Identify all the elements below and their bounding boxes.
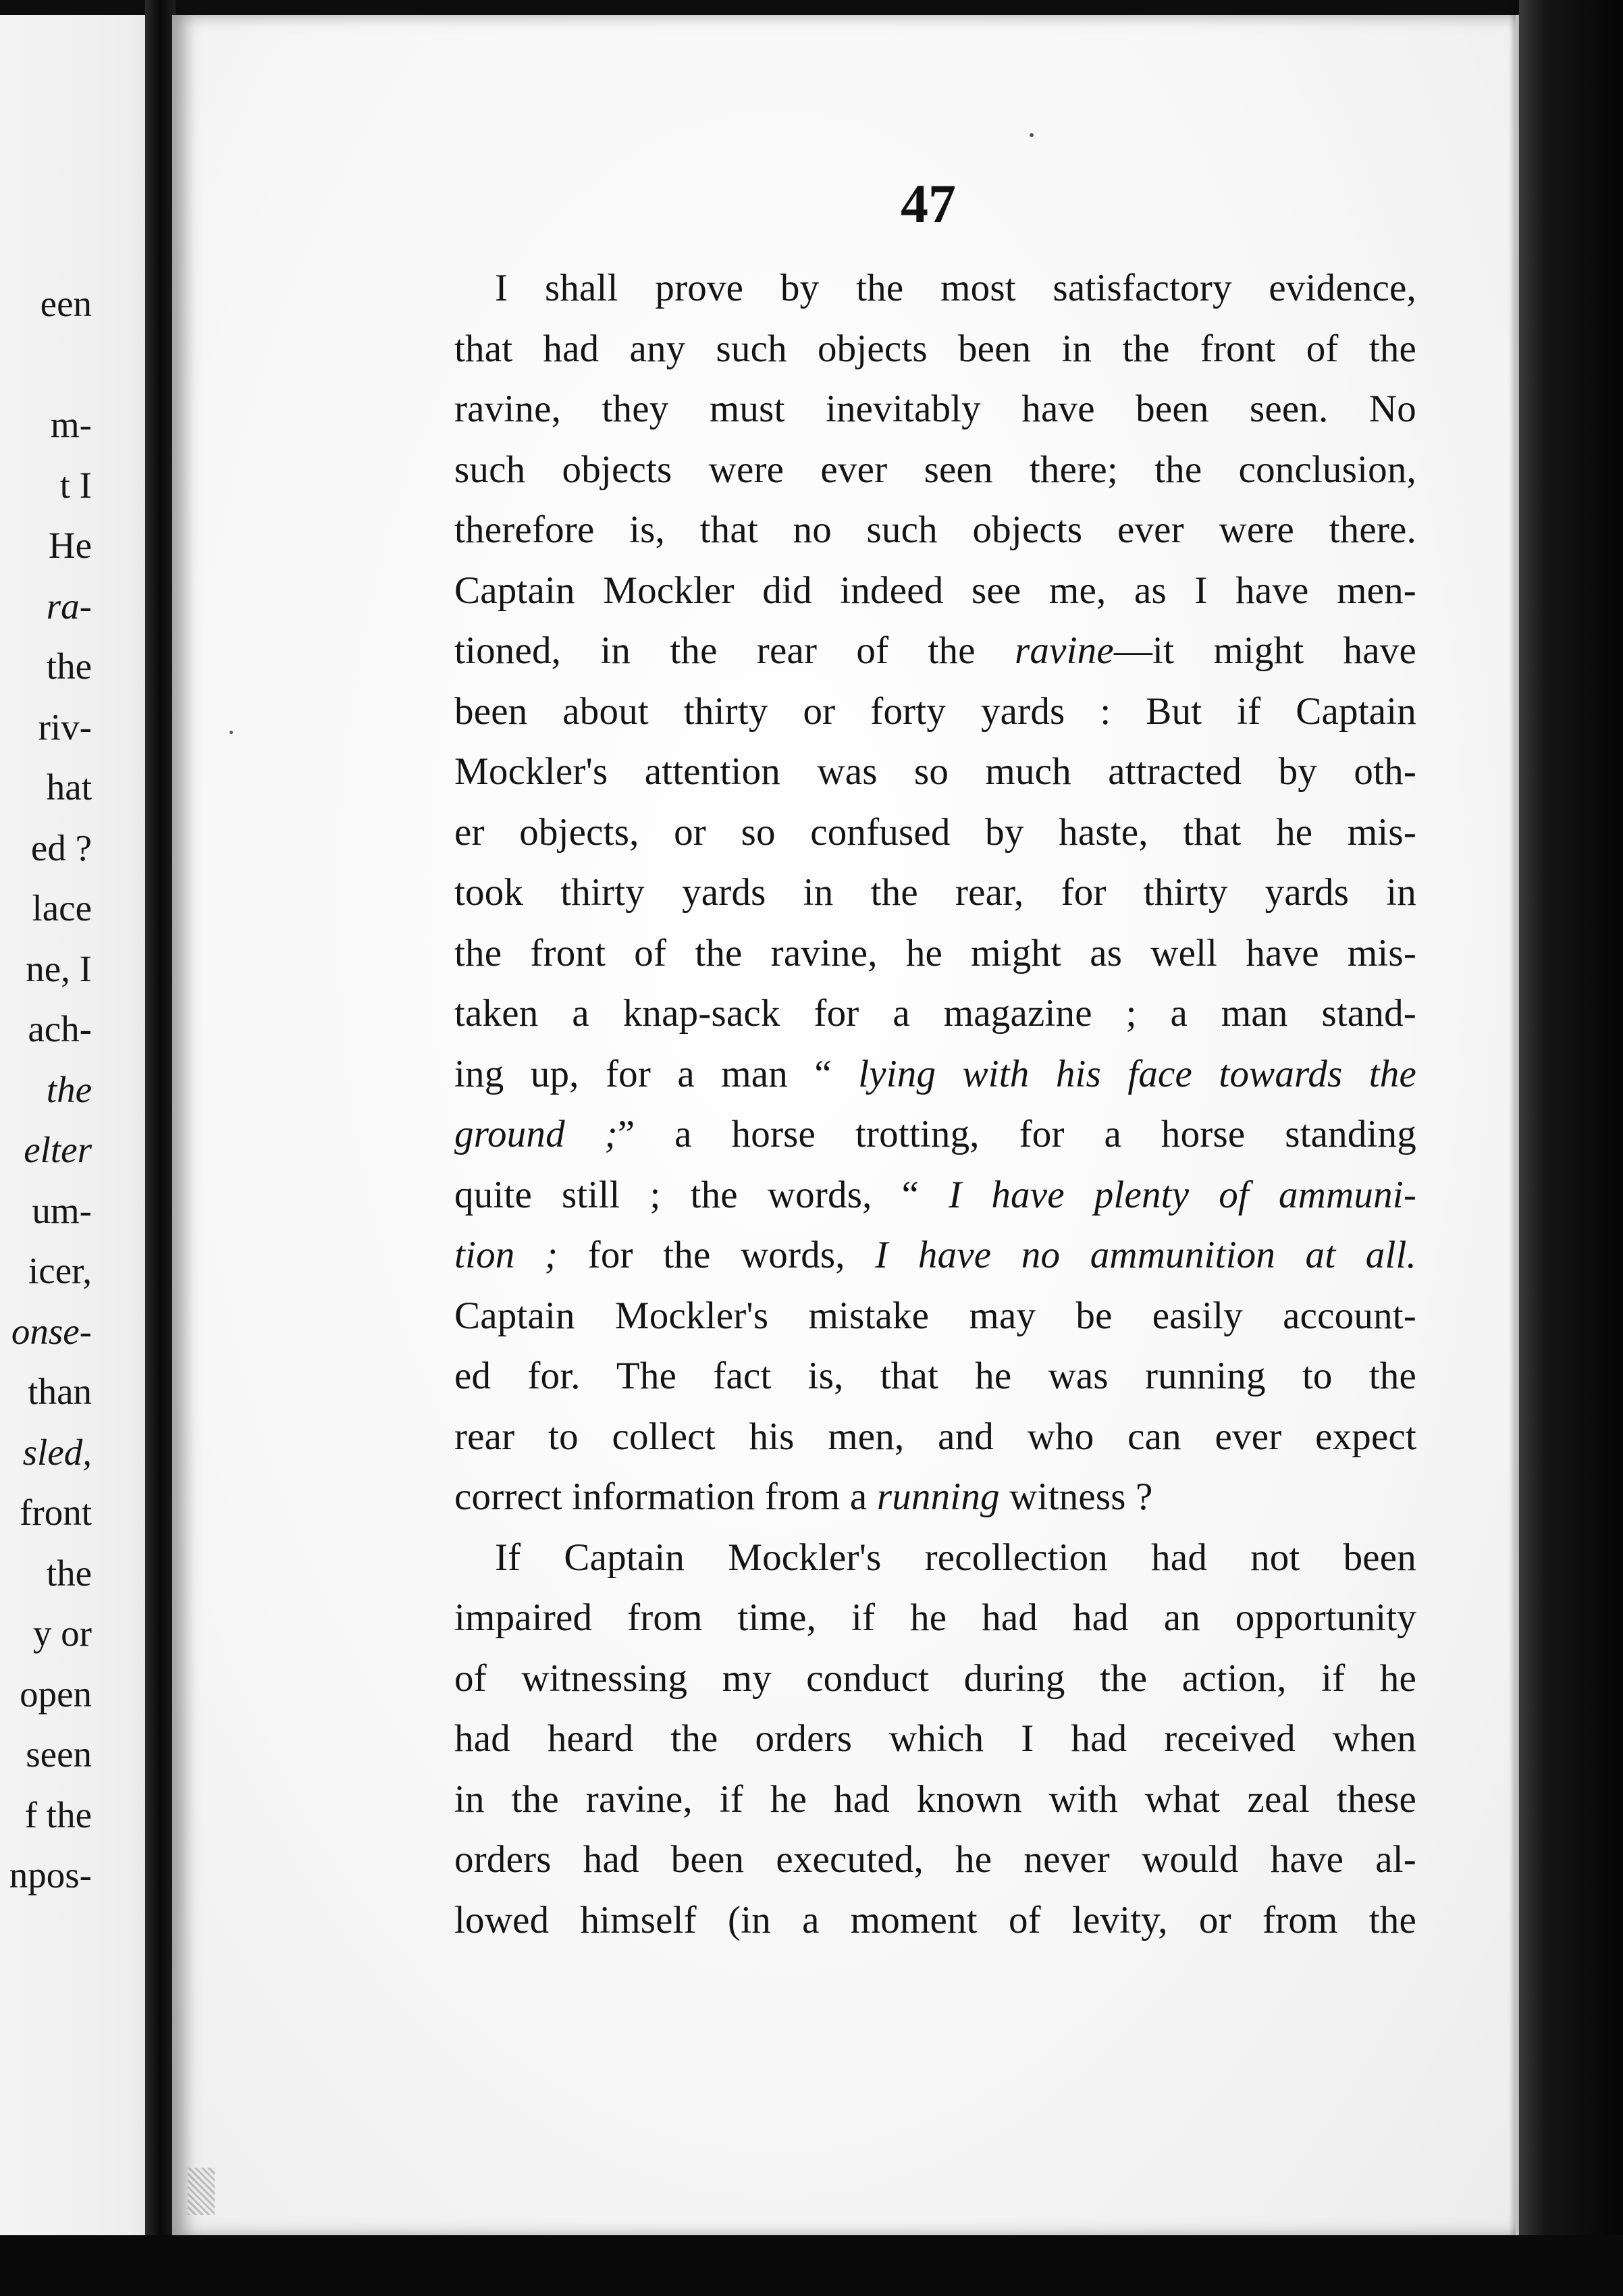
left-page-fragment: open: [20, 1673, 92, 1715]
right-page: [172, 15, 1516, 2237]
text-line: [454, 1715, 1416, 1763]
text-span: Mockler's attention was so much attracted by oth-: [454, 750, 1416, 793]
text-line: [454, 1897, 1416, 1944]
page-corner-damage: [188, 2168, 215, 2215]
text-span: in the ravine, if he had known with what zeal these: [454, 1777, 1416, 1821]
text-line: [454, 1413, 1416, 1461]
left-page-fragment: He: [48, 525, 92, 566]
text-span: If Captain Mockler's recollection had not been: [495, 1536, 1416, 1579]
text-span: had heard the orders which I had received when: [454, 1717, 1416, 1760]
text-span: that had any such objects been in the front of the: [454, 327, 1416, 370]
text-span: been about thirty or forty yards : But if Captain: [454, 689, 1416, 733]
left-page-fragment: onse-: [11, 1310, 92, 1352]
left-page-fragment: ra-: [46, 585, 92, 627]
italic-span: ravine: [1015, 629, 1114, 672]
text-line: [454, 1293, 1416, 1340]
text-span: such objects were ever seen there; the conclusion,: [454, 448, 1416, 491]
text-span: took thirty yards in the rear, for thirty yards in: [454, 871, 1416, 914]
text-line: [454, 567, 1416, 615]
left-page-fragment: ed ?: [30, 827, 92, 868]
text-span: witness ?: [999, 1476, 1153, 1518]
italic-span: tion ;: [454, 1234, 558, 1276]
text-span: Captain Mockler's mistake may be easily account-: [454, 1294, 1416, 1337]
italic-span: lying with his face towards the: [858, 1052, 1416, 1095]
text-span: therefore is, that no such objects ever were there.: [454, 508, 1416, 551]
left-page-fragment: front: [20, 1492, 92, 1533]
text-line: [454, 1836, 1416, 1883]
left-page-fragment: npos-: [9, 1854, 92, 1896]
text-line: [454, 265, 1416, 312]
text-span: quite still ; the words, “: [454, 1173, 949, 1216]
text-span: Captain Mockler did indeed see me, as I have men-: [454, 569, 1416, 612]
text-span: ” a horse trotting, for a horse standing: [617, 1113, 1416, 1155]
text-line: [454, 1111, 1416, 1158]
italic-span: ground ;: [454, 1113, 618, 1155]
scan-top-border: [0, 0, 1623, 15]
text-line: [454, 1594, 1416, 1642]
text-line: [454, 1353, 1416, 1400]
text-line: [454, 688, 1416, 735]
left-page-fragment: icer,: [28, 1250, 92, 1291]
text-span: taken a knap-sack for a magazine ; a man stand-: [454, 992, 1416, 1035]
text-line: [454, 1051, 1416, 1098]
text-span: lowed himself (in a moment of levity, or from the: [454, 1898, 1416, 1941]
left-page-fragment: y or: [32, 1613, 92, 1654]
italic-span: I have no ammunition at all.: [875, 1234, 1416, 1276]
left-page-fragment: een: [40, 283, 92, 324]
text-span: tioned, in the rear of the: [454, 629, 1015, 672]
text-line: [454, 748, 1416, 795]
left-page-fragment: the: [46, 1552, 92, 1594]
text-line: [454, 1172, 1416, 1219]
text-span: of witnessing my conduct during the action, if he: [454, 1656, 1416, 1700]
left-page-fragment: riv-: [38, 706, 92, 748]
text-line: [454, 809, 1416, 856]
paper-speck: [1030, 133, 1034, 137]
italic-span: I have plenty of ammuni-: [949, 1173, 1417, 1216]
left-page-fragment: the: [46, 646, 92, 687]
text-span: ing up, for a man “: [454, 1052, 859, 1095]
left-page-fragment: seen: [26, 1733, 92, 1775]
left-page-fragment: ne, I: [26, 947, 92, 989]
text-span: orders had been executed, he never would have al-: [454, 1838, 1416, 1881]
left-page-fragment: the: [46, 1068, 92, 1110]
book-gutter: [145, 0, 176, 2249]
left-page-fragment: sled,: [22, 1431, 92, 1473]
text-line: [454, 325, 1416, 373]
left-page-fragment: um-: [32, 1189, 92, 1231]
left-page-fragment: hat: [46, 766, 92, 808]
text-line: [454, 990, 1416, 1037]
text-span: I shall prove by the most satisfactory evidence,: [495, 267, 1416, 309]
text-line: [454, 930, 1416, 977]
text-line: [454, 869, 1416, 916]
text-line: [454, 1473, 1416, 1521]
left-page-fragment: t I: [59, 464, 92, 506]
text-line: [454, 627, 1416, 675]
page-number: 47: [901, 173, 956, 234]
text-span: ed for. The fact is, that he was running to the: [454, 1355, 1416, 1397]
text-line: [454, 386, 1416, 433]
left-page-fragment: elter: [24, 1129, 92, 1170]
text-span: rear to collect his men, and who can ever expect: [454, 1415, 1416, 1458]
left-page-fragment: than: [28, 1371, 92, 1412]
text-line: [454, 1776, 1416, 1823]
text-line: [454, 1655, 1416, 1702]
left-page-fragment: f the: [24, 1794, 92, 1835]
text-span: er objects, or so confused by haste, that he mis-: [454, 810, 1416, 854]
text-span: impaired from time, if he had had an opportunity: [454, 1596, 1416, 1639]
text-span: correct information from a: [454, 1476, 877, 1518]
text-span: —it might have: [1113, 629, 1416, 672]
scan-bottom-border: [0, 2235, 1623, 2296]
text-span: the front of the ravine, he might as well have mis-: [454, 931, 1416, 974]
text-line: [454, 1232, 1416, 1279]
text-line: [454, 506, 1416, 554]
italic-span: running: [876, 1476, 1000, 1518]
scan-right-border: [1519, 0, 1623, 2296]
text-span: for the words,: [558, 1234, 876, 1276]
paper-speck: [230, 731, 233, 734]
left-page-fragment: ach-: [28, 1008, 92, 1049]
left-page-fragment: lace: [32, 887, 92, 929]
left-page-fragment: m-: [50, 404, 92, 445]
text-line: [454, 1534, 1416, 1582]
text-span: ravine, they must inevitably have been seen. No: [454, 388, 1416, 430]
text-line: [454, 446, 1416, 494]
